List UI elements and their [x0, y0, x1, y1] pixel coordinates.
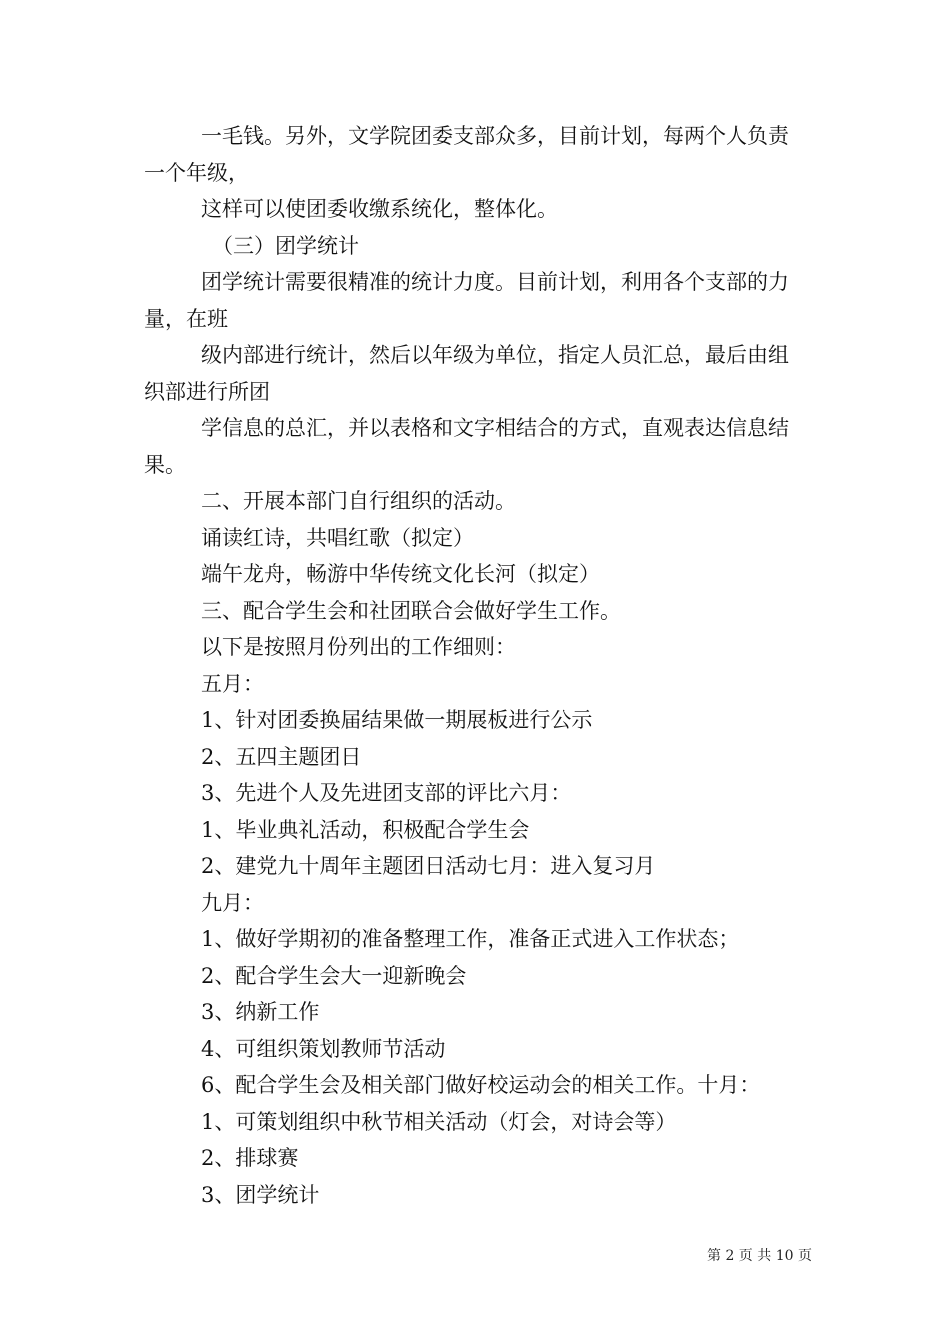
- paragraph-4: 级内部进行统计，然后以年级为单位，指定人员汇总，最后由组织部进行所团: [144, 343, 789, 404]
- list-item: 1、做好学期初的准备整理工作，准备正式进入工作状态；: [201, 927, 740, 951]
- list-item: 2、建党九十周年主题团日活动七月：进入复习月: [201, 854, 656, 878]
- activity-item-2: 端午龙舟，畅游中华传统文化长河（拟定）: [201, 562, 600, 586]
- document-body: [144, 118, 809, 1213]
- list-item: 1、毕业典礼活动，积极配合学生会: [201, 817, 530, 842]
- list-item: 6、配合学生会及相关部门做好校运动会的相关工作。十月：: [201, 1073, 761, 1097]
- paragraph-3: 团学统计需要很精准的统计力度。目前计划，利用各个支部的力量，在班: [144, 270, 789, 331]
- paragraph-5: 学信息的总汇，并以表格和文字相结合的方式，直观表达信息结果。: [144, 416, 789, 477]
- paragraph-1: 一毛钱。另外，文学院团委支部众多，目前计划，每两个人负责一个年级，: [144, 124, 789, 185]
- section-heading-tuanxue-tongji: （三）团学统计: [212, 233, 359, 258]
- list-item: 2、五四主题团日: [201, 744, 362, 769]
- month-heading-september: 九月：: [201, 890, 264, 915]
- list-item: 1、针对团委换届结果做一期展板进行公示: [201, 708, 593, 732]
- month-heading-may: 五月：: [201, 671, 264, 696]
- paragraph-2: 这样可以使团委收缴系统化，整体化。: [201, 197, 558, 221]
- list-item: 3、先进个人及先进团支部的评比六月：: [201, 781, 572, 805]
- activity-item-1: 诵读红诗，共唱红歌（拟定）: [201, 525, 474, 550]
- monthly-plan-intro: 以下是按照月份列出的工作细则：: [201, 635, 516, 659]
- list-item: 4、可组织策划教师节活动: [201, 1036, 446, 1061]
- list-item: 3、团学统计: [201, 1182, 320, 1207]
- list-item: 1、可策划组织中秋节相关活动（灯会，对诗会等）: [201, 1109, 677, 1134]
- page-number-footer: 第 2 页 共 10 页: [707, 1248, 812, 1264]
- section-heading-three: 三、配合学生会和社团联合会做好学生工作。: [201, 598, 621, 623]
- list-item: 2、配合学生会大一迎新晚会: [201, 963, 467, 988]
- list-item: 3、纳新工作: [201, 1000, 320, 1024]
- section-heading-two: 二、开展本部门自行组织的活动。: [201, 489, 516, 513]
- list-item: 2、排球赛: [201, 1146, 299, 1170]
